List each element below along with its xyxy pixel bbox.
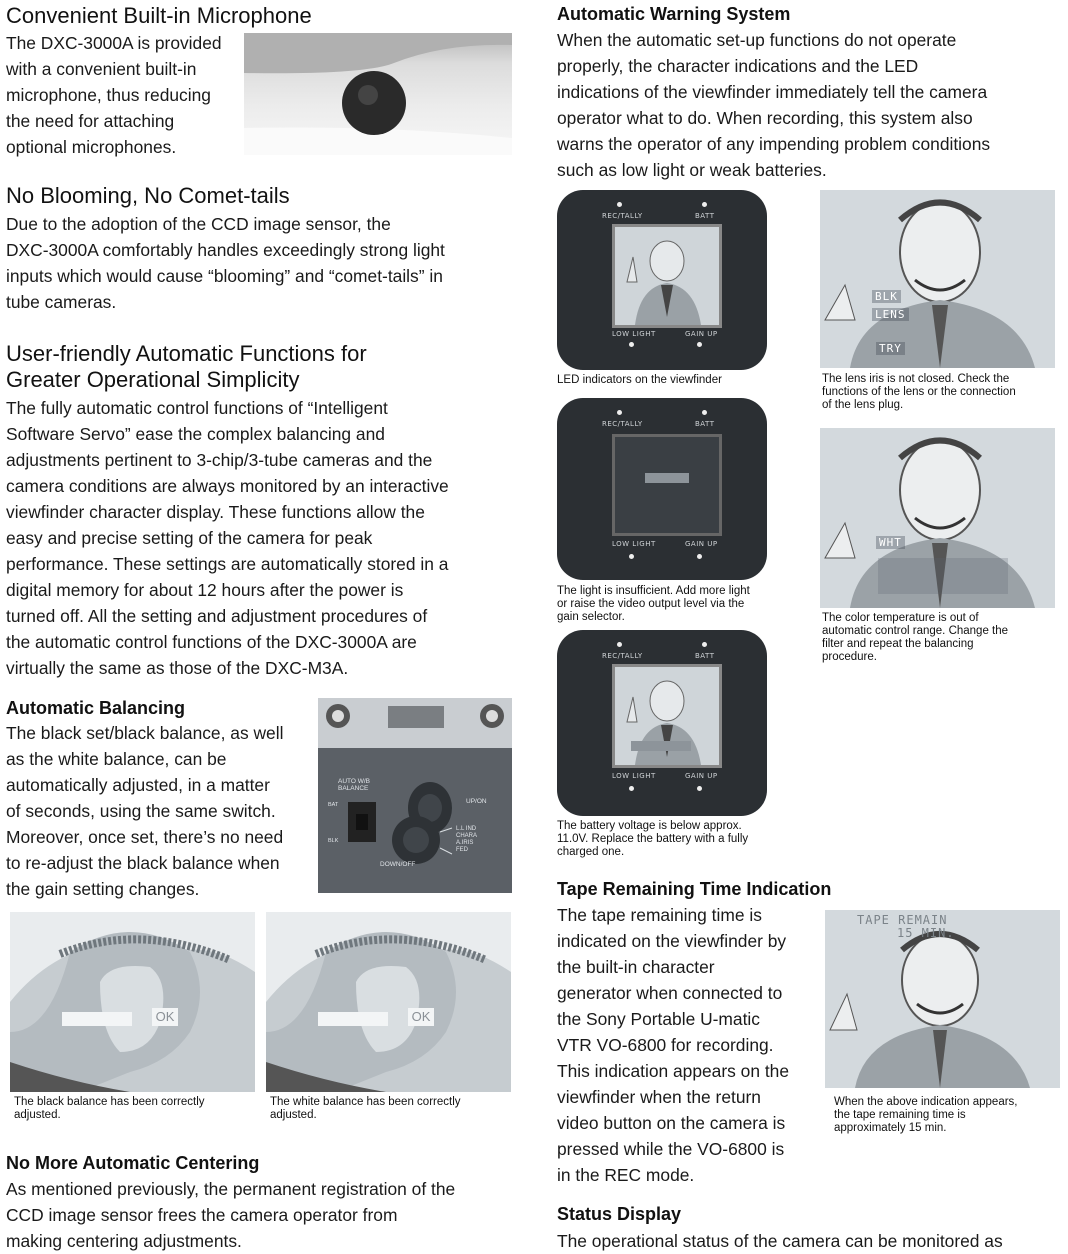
status-text: The operational status of the camera can be monitored as [557,1231,1003,1251]
tape-overlay-line2: 15 MIN. [897,926,955,940]
lens-caption: The lens iris is not closed. Check the functions of the lens or the connection of the lens plug. [822,373,1016,411]
black-balance-ok-overlay: OK [152,1008,178,1026]
man-photo-tape-remaining [825,910,1060,1088]
user-friendly-text: The fully automatic control functions of “Intelligent Software Servo” ease the complex balancing and adjustments pertinent to 3-chip/3-tube cameras and the camera conditions are always monitored by an interactive viewfinder character display. These functions allow the easy and precise setting of the camera for peak performance. These settings are automatically stored in a digital memory for about 12 hours after the power is turned off. All the setting and adjustment procedures of the automatic control functions of the DXC-3000A are virtually the same as those of the DXC-M3A. [6,398,449,678]
balancing-heading: Automatic Balancing [6,698,186,718]
viewfinder-photo-battery: REC/TALLY BATT LOW LIGHT GAIN UP [557,630,767,816]
viewfinder-photo-low-light: REC/TALLY BATT LOW LIGHT GAIN UP [557,398,767,580]
warning-text: When the automatic set-up functions do not operate properly, the character indications and the LED indications of the viewfinder immediately tell the camera operator what to do. When recording, this system also warns the operator of any impending problem conditions such as low light or weak batteries. [557,30,991,180]
balance-switch-photo [318,698,512,893]
microphone-photo [244,33,512,155]
white-balance-ok-overlay: OK [408,1008,434,1026]
color-temp-caption: The color temperature is out of automatic control range. Change the filter and repeat the balancing procedure. [822,612,1009,663]
low-light-caption: The light is insufficient. Add more light or raise the video output level via the gain selector. [557,585,750,623]
user-friendly-heading: User-friendly Automatic Functions for Greater Operational Simplicity [6,341,367,392]
panel-label-auto-wb: AUTO W/B BALANCE [338,778,371,792]
woman-photo-black-balance [10,912,255,1092]
panel-label-list: L.L IND CHARA A.IRIS FED [456,826,478,853]
man1-overlay-try: TRY [876,342,905,355]
white-balance-caption: The white balance has been correctly adjusted. [270,1096,461,1121]
viewfinder-photo-led: REC/TALLY BATT LOW LIGHT GAIN UP [557,190,767,370]
woman-photo-white-balance [266,912,511,1092]
tape-text: The tape remaining time is indicated on the viewfinder by the built-in character generator when connected to the Sony Portable U-matic VTR VO-6800 for recording. This indication appears on the viewfinder when the return video button on the camera is pressed while the VO-6800 is in the REC mode. [557,905,790,1185]
warning-heading: Automatic Warning System [557,4,791,24]
panel-label-bat: BAT [328,802,339,808]
status-heading: Status Display [557,1204,682,1224]
blooming-heading: No Blooming, No Comet-tails [6,183,290,208]
blooming-text: Due to the adoption of the CCD image sensor, the DXC-3000A comfortably handles exceedingly strong light inputs which would cause “blooming” and “comet-tails” in tube cameras. [6,214,445,312]
man1-overlay-lens: LENS [872,308,909,321]
tape-overlay-line1: TAPE REMAIN [857,913,948,927]
panel-label-blk: BLK [328,838,339,844]
tape-heading: Tape Remaining Time Indication [557,879,832,899]
man-photo-lens-warning [820,190,1055,368]
centering-text: As mentioned previously, the permanent registration of the CCD image sensor frees the camera operator from making centering adjustments. [6,1179,456,1251]
led-caption: LED indicators on the viewfinder [557,374,722,386]
man-photo-color-temp-warning [820,428,1055,608]
centering-heading: No More Automatic Centering [6,1153,260,1173]
panel-label-down: DOWN/OFF [380,861,416,868]
black-balance-caption: The black balance has been correctly adjusted. [14,1096,205,1121]
battery-caption: The battery voltage is below approx. 11.0V. Replace the battery with a fully charged one. [557,820,749,858]
tape-caption: When the above indication appears, the tape remaining time is approximately 15 min. [834,1096,1018,1134]
mic-heading: Convenient Built-in Microphone [6,3,312,28]
panel-label-up: UP/ON [466,798,487,805]
balancing-text: The black set/black balance, as well as the white balance, can be automatically adjusted, in a matter of seconds, using the same switch. Moreover, once set, there’s no need to re-adjust the black balance when the gain setting changes. [6,723,284,899]
man1-overlay-blk: BLK [872,290,901,303]
man2-overlay-wht: WHT [876,536,905,549]
mic-text: The DXC-3000A is provided with a convenient built-in microphone, thus reducing the need for attaching optional microphones. [6,33,222,157]
